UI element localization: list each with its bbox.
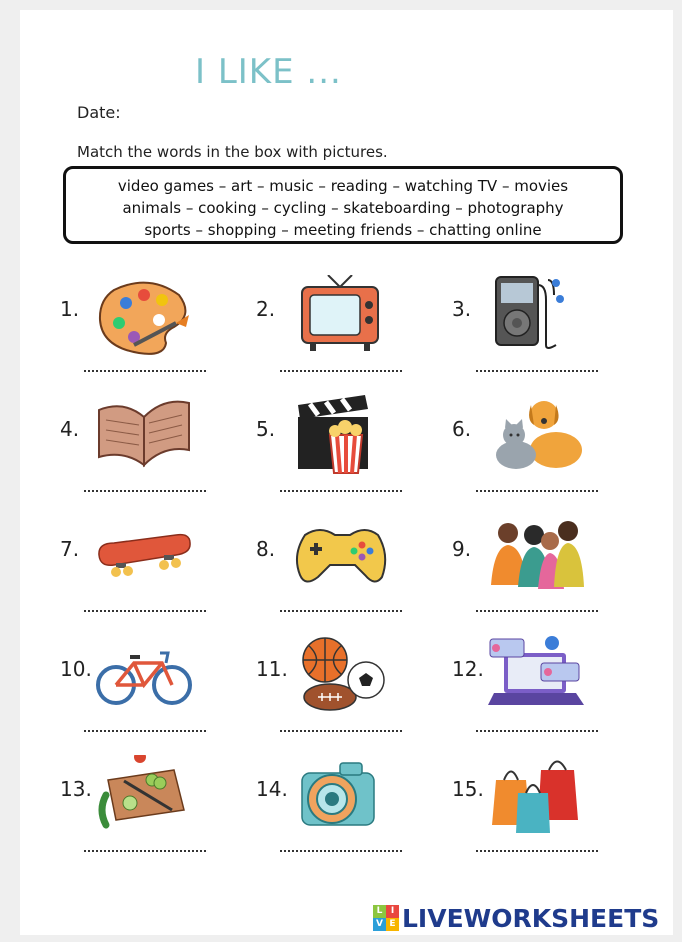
match-item-6 [452, 395, 642, 515]
match-item-2 [256, 275, 446, 395]
logo-mark-letter: L [373, 905, 386, 918]
sports-balls-icon [290, 635, 390, 717]
item-number: 6. [452, 417, 472, 441]
match-item-5 [256, 395, 446, 515]
date-label: Date: [77, 103, 121, 122]
dog-cat-icon [486, 395, 586, 477]
match-item-8 [256, 515, 446, 635]
tv-icon [290, 275, 390, 357]
item-number: 12. [452, 657, 484, 681]
word-box-line-1: video games – art – music – reading – watching TV – movies [117, 177, 569, 195]
book-icon [94, 395, 194, 477]
match-item-11 [256, 635, 446, 755]
item-number: 4. [60, 417, 80, 441]
friends-group-icon [486, 515, 586, 597]
answer-line[interactable] [84, 730, 206, 732]
logo-mark-letter: V [373, 918, 386, 931]
cutting-board-icon [94, 755, 194, 837]
instructions-text: Match the words in the box with pictures. [77, 143, 388, 161]
logo-mark-icon [373, 905, 399, 931]
camera-icon [290, 755, 390, 837]
shopping-bags-icon [486, 755, 586, 837]
page-title: I LIKE ... [195, 52, 342, 92]
item-number: 13. [60, 777, 92, 801]
answer-line[interactable] [476, 610, 598, 612]
word-box-line-3: sports – shopping – meeting friends – chatting online [144, 221, 542, 239]
answer-line[interactable] [476, 490, 598, 492]
match-item-14 [256, 755, 446, 875]
answer-line[interactable] [84, 370, 206, 372]
item-number: 5. [256, 417, 276, 441]
answer-line[interactable] [280, 730, 402, 732]
match-item-15 [452, 755, 642, 875]
answer-line[interactable] [84, 490, 206, 492]
answer-line[interactable] [476, 730, 598, 732]
movie-clapper-popcorn-icon [290, 395, 390, 477]
match-item-7 [60, 515, 250, 635]
match-item-4 [60, 395, 250, 515]
item-number: 11. [256, 657, 288, 681]
liveworksheets-logo [373, 903, 659, 933]
game-controller-icon [290, 515, 390, 597]
answer-line[interactable] [280, 850, 402, 852]
answer-line[interactable] [476, 370, 598, 372]
item-number: 15. [452, 777, 484, 801]
skateboard-icon [94, 515, 194, 597]
art-palette-icon [94, 275, 194, 357]
logo-mark-letter: I [386, 905, 399, 918]
bicycle-icon [94, 635, 194, 717]
match-item-12 [452, 635, 642, 755]
answer-line[interactable] [280, 490, 402, 492]
item-number: 10. [60, 657, 92, 681]
item-number: 14. [256, 777, 288, 801]
item-number: 2. [256, 297, 276, 321]
item-number: 7. [60, 537, 80, 561]
item-number: 9. [452, 537, 472, 561]
answer-line[interactable] [280, 370, 402, 372]
answer-line[interactable] [84, 610, 206, 612]
answer-line[interactable] [280, 610, 402, 612]
match-item-1 [60, 275, 250, 395]
match-item-10 [60, 635, 250, 755]
answer-line[interactable] [84, 850, 206, 852]
music-player-icon [486, 275, 586, 357]
laptop-chat-icon [486, 635, 586, 717]
match-item-9 [452, 515, 642, 635]
match-item-13 [60, 755, 250, 875]
item-number: 1. [60, 297, 80, 321]
logo-text: LIVEWORKSHEETS [402, 903, 660, 933]
answer-line[interactable] [476, 850, 598, 852]
word-box [63, 166, 623, 244]
match-item-3 [452, 275, 642, 395]
item-number: 8. [256, 537, 276, 561]
logo-mark-letter: E [386, 918, 399, 931]
word-box-line-2: animals – cooking – cycling – skateboarding – photography [122, 199, 564, 217]
item-number: 3. [452, 297, 472, 321]
